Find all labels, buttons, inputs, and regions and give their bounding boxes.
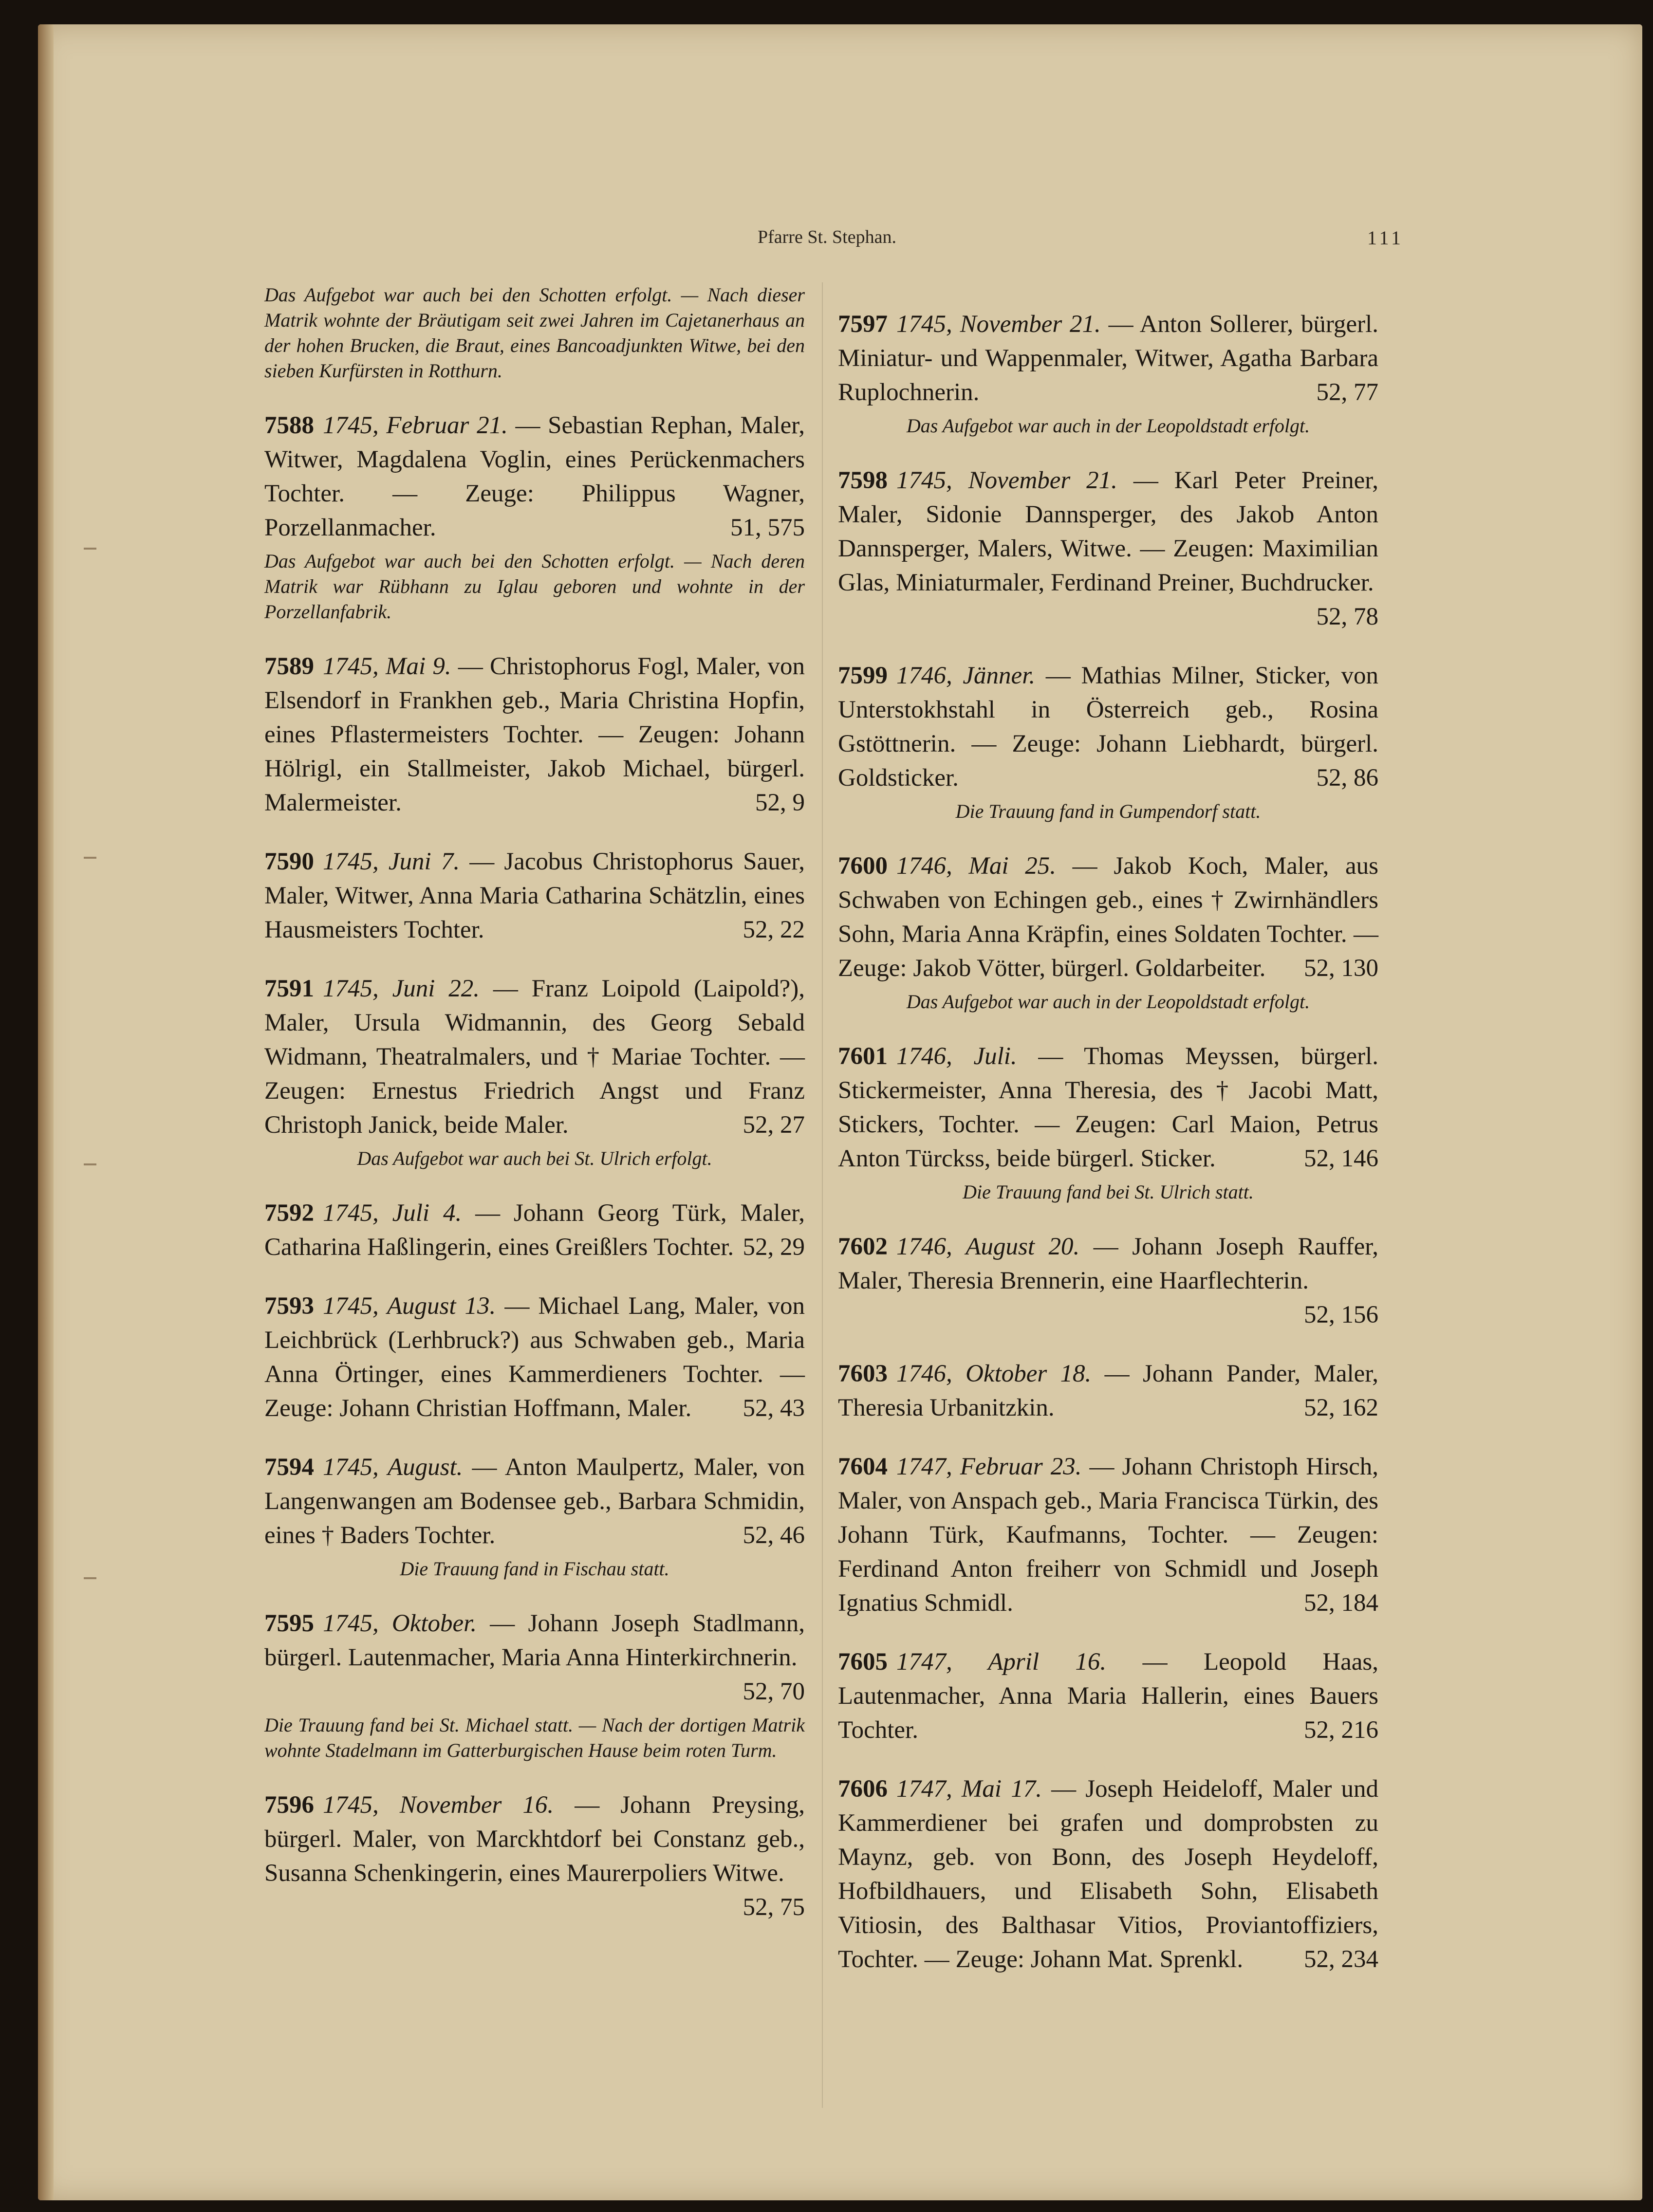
entry-number: 7606 xyxy=(838,1775,888,1803)
entry-date: 1746, Mai 25. xyxy=(896,852,1056,880)
entry-text: — Thomas Meyssen, bürgerl. Stickermeister, Anna Theresia, des † Jacobi Matt, Stickers, Tochter. — Zeugen: Carl Maion, Petrus Anton Türckss, beide bürgerl. Sticker. xyxy=(838,1043,1378,1172)
entry-reference: 52, 184 xyxy=(1304,1589,1378,1617)
register-entry xyxy=(838,1450,1378,1620)
entry-number: 7603 xyxy=(838,1360,888,1387)
entry-reference: 52, 130 xyxy=(1304,955,1378,982)
entry-reference: 52, 70 xyxy=(743,1678,805,1705)
entry-date: 1745, November 16. xyxy=(323,1791,554,1819)
entry-date: 1746, August 20. xyxy=(896,1233,1080,1260)
entry-number: 7604 xyxy=(838,1453,888,1480)
running-title: Pfarre St. Stephan. xyxy=(758,227,896,247)
entry-reference: 52, 22 xyxy=(743,916,805,943)
entry-text: — Sebastian Rephan, Maler, Witwer, Magdalena Voglin, eines Perückenmachers Tochter. — Zeuge: Philippus Wagner, Porzellanmacher. xyxy=(264,412,805,541)
register-entry xyxy=(264,408,805,545)
entry-reference: 52, 46 xyxy=(743,1522,805,1549)
entry-note: Das Aufgebot war auch bei St. Ulrich erfolgt. xyxy=(357,1147,712,1169)
entry-number: 7590 xyxy=(264,848,314,875)
register-entry xyxy=(838,1039,1378,1176)
register-entry xyxy=(838,463,1378,634)
entry-reference: 52, 234 xyxy=(1304,1946,1378,1973)
entry-text: — Johann Joseph Rauffer, Maler, Theresia Brennerin, eine Haarflechterin. xyxy=(838,1233,1378,1294)
entry-reference: 52, 29 xyxy=(743,1234,805,1261)
entry-text: — Joseph Heideloff, Maler und Kammerdiener bei grafen und domprobsten zu Maynz, geb. von Bonn, des Joseph Heydeloff, Hofbildhauers, und Elisabeth Sohn, Elisabeth Vitiosin, des Balthasar Vitios, Proviantoffiziers, Tochter. — Zeuge: Johann Mat. Sprenkl. xyxy=(838,1775,1379,1973)
entry-date: 1745, Juni 22. xyxy=(323,975,480,1002)
entry-note: Die Trauung fand bei St. Michael statt. — Nach der dortigen Matrik wohnte Stadelmann im Gatterburgischen Hause beim roten Turm. xyxy=(264,1714,805,1761)
entry-reference: 52, 146 xyxy=(1304,1145,1378,1172)
entry-text: — Johann Pander, Maler, Theresia Urbanitzkin. xyxy=(838,1360,1378,1421)
entry-number: 7592 xyxy=(264,1199,314,1227)
entry-text: — Karl Peter Preiner, Maler, Sidonie Dannsperger, des Jakob Anton Dannsperger, Malers, Witwe. — Zeugen: Maximilian Glas, Miniaturmaler, Ferdinand Preiner, Buchdrucker. xyxy=(838,467,1378,596)
entry-number: 7597 xyxy=(838,311,888,338)
entry-note: Das Aufgebot war auch bei den Schotten erfolgt. — Nach deren Matrik war Rübhann zu Iglau geboren und wohnte in der Porzellanfabrik. xyxy=(264,550,805,623)
entry-reference: 51, 575 xyxy=(730,514,805,541)
entry-text: — Johann Georg Türk, Maler, Catharina Haßlingerin, eines Greißlers Tochter. xyxy=(264,1199,805,1261)
entry-text: — Anton Sollerer, bürgerl. Miniatur- und Wappenmaler, Witwer, Agatha Barbara Ruplochnerin. xyxy=(838,311,1379,406)
entry-reference: 52, 216 xyxy=(1304,1716,1378,1744)
register-entry xyxy=(838,659,1378,795)
entry-text: — Franz Loipold (Laipold?), Maler, Ursula Widmannin, des Georg Sebald Widmann, Theatralmalers, und † Mariae Tochter. — Zeugen: Ernestus Friedrich Angst und Franz Christoph Janick, beide Maler. xyxy=(264,975,805,1139)
entry-reference: 52, 27 xyxy=(743,1111,805,1139)
right-column xyxy=(838,282,1378,1980)
entry-date: 1745, Juni 7. xyxy=(323,848,460,875)
register-entry xyxy=(264,1289,805,1425)
entry-text: — Jakob Koch, Maler, aus Schwaben von Echingen geb., eines † Zwirnhändlers Sohn, Maria Anna Kräpfin, eines Soldaten Tochter. — Zeuge: Jakob Vötter, bürgerl. Goldarbeiter. xyxy=(838,852,1379,982)
register-entry xyxy=(264,1196,805,1264)
register-entry xyxy=(264,1450,805,1552)
entry-note: Die Trauung fand bei St. Ulrich statt. xyxy=(963,1181,1254,1203)
entry-date: 1745, November 21. xyxy=(896,311,1101,338)
entry-number: 7596 xyxy=(264,1791,314,1819)
entry-date: 1747, April 16. xyxy=(896,1648,1107,1676)
entry-date: 1745, Februar 21. xyxy=(323,412,508,439)
entry-text: — Johann Preysing, bürgerl. Maler, von Marckhtdorf bei Constanz geb., Susanna Schenkingerin, eines Maurerpoliers Witwe. xyxy=(264,1791,805,1887)
entry-date: 1746, Oktober 18. xyxy=(896,1360,1092,1387)
entry-date: 1745, Juli 4. xyxy=(323,1199,462,1227)
book-page xyxy=(38,24,1642,2200)
page-header xyxy=(38,226,1642,260)
register-entry xyxy=(838,307,1378,409)
entry-number: 7589 xyxy=(264,653,314,680)
entry-date: 1746, Jänner. xyxy=(896,662,1036,689)
entry-note: Das Aufgebot war auch in der Leopoldstadt erfolgt. xyxy=(906,991,1310,1013)
register-entry xyxy=(838,1357,1378,1425)
entry-number: 7594 xyxy=(264,1454,314,1481)
left-column xyxy=(264,282,805,1928)
register-entry xyxy=(838,1645,1378,1747)
entry-reference: 52, 77 xyxy=(1316,379,1378,406)
entry-text: — Johann Joseph Stadlmann, bürgerl. Lautenmacher, Maria Anna Hinterkirchnerin. xyxy=(264,1610,805,1671)
intro-note: Das Aufgebot war auch bei den Schotten erfolgt. — Nach dieser Matrik wohnte der Bräutigam seit zwei Jahren im Cajetanerhaus an der hohen Brucken, die Braut, eines Bancoadjunkten Witwe, bei den sieben Kurfürsten in Rotthurn. xyxy=(264,284,805,382)
entry-note: Die Trauung fand in Fischau statt. xyxy=(400,1558,669,1580)
entry-date: 1745, Oktober. xyxy=(323,1610,477,1637)
entry-date: 1745, August. xyxy=(323,1454,463,1481)
entry-text: — Christophorus Fogl, Maler, von Elsendorf in Frankhen geb., Maria Christina Hopfin, eines Pflastermeisters Tochter. — Zeugen: Johann Hölrigl, ein Stallmeister, Jakob Michael, bürgerl. Malermeister. xyxy=(264,653,805,816)
register-entry xyxy=(838,1230,1378,1332)
entry-number: 7591 xyxy=(264,975,314,1002)
register-entry xyxy=(838,1772,1378,1976)
entry-reference: 52, 43 xyxy=(743,1395,805,1422)
register-entry xyxy=(264,1606,805,1709)
register-entry xyxy=(264,1788,805,1924)
entry-note: Das Aufgebot war auch in der Leopoldstadt erfolgt. xyxy=(906,415,1310,437)
column-divider xyxy=(822,282,823,2108)
entry-date: 1745, Mai 9. xyxy=(323,653,451,680)
entry-reference: 52, 162 xyxy=(1304,1394,1378,1421)
entry-date: 1747, Februar 23. xyxy=(896,1453,1082,1480)
page-number: 111 xyxy=(1367,227,1404,249)
entry-number: 7593 xyxy=(264,1292,314,1320)
entry-reference: 52, 86 xyxy=(1316,764,1378,792)
register-entry xyxy=(264,972,805,1142)
entry-text: — Mathias Milner, Sticker, von Unterstokhstahl in Österreich geb., Rosina Gstöttnerin. — Zeuge: Johann Liebhardt, bürgerl. Goldsticker. xyxy=(838,662,1378,792)
entry-text: — Leopold Haas, Lautenmacher, Anna Maria Hallerin, eines Bauers Tochter. xyxy=(838,1648,1378,1744)
entry-number: 7601 xyxy=(838,1043,888,1070)
entry-text: — Jacobus Christophorus Sauer, Maler, Witwer, Anna Maria Catharina Schätzlin, eines Hausmeisters Tochter. xyxy=(264,848,805,943)
entry-text: — Johann Christoph Hirsch, Maler, von Anspach geb., Maria Francisca Türkin, des Johann Türk, Kaufmanns, Tochter. — Zeugen: Ferdinand Anton freiherr von Schmidl und Joseph Ignatius Schmidl. xyxy=(838,1453,1379,1617)
entry-reference: 52, 156 xyxy=(1304,1301,1378,1328)
entry-number: 7599 xyxy=(838,662,888,689)
entry-number: 7595 xyxy=(264,1610,314,1637)
entry-number: 7588 xyxy=(264,412,314,439)
register-entry xyxy=(264,845,805,947)
entry-number: 7600 xyxy=(838,852,888,880)
entry-number: 7602 xyxy=(838,1233,888,1260)
register-entry xyxy=(838,849,1378,985)
entry-date: 1745, August 13. xyxy=(323,1292,496,1320)
entry-number: 7605 xyxy=(838,1648,888,1676)
entry-reference: 52, 78 xyxy=(1316,603,1378,630)
entry-date: 1746, Juli. xyxy=(896,1043,1017,1070)
entry-date: 1747, Mai 17. xyxy=(896,1775,1042,1803)
register-entry xyxy=(264,649,805,820)
entry-note: Die Trauung fand in Gumpendorf statt. xyxy=(955,800,1261,822)
entry-text: — Michael Lang, Maler, von Leichbrück (Lerhbruck?) aus Schwaben geb., Maria Anna Örtinger, eines Kammerdieners Tochter. — Zeuge: Johann Christian Hoffmann, Maler. xyxy=(264,1292,805,1422)
entry-date: 1745, November 21. xyxy=(896,467,1117,494)
entry-text: — Anton Maulpertz, Maler, von Langenwangen am Bodensee geb., Barbara Schmidin, eines † Baders Tochter. xyxy=(264,1454,805,1549)
entry-reference: 52, 9 xyxy=(755,789,805,816)
page-spine xyxy=(38,24,54,2200)
entry-reference: 52, 75 xyxy=(743,1894,805,1921)
entry-number: 7598 xyxy=(838,467,888,494)
